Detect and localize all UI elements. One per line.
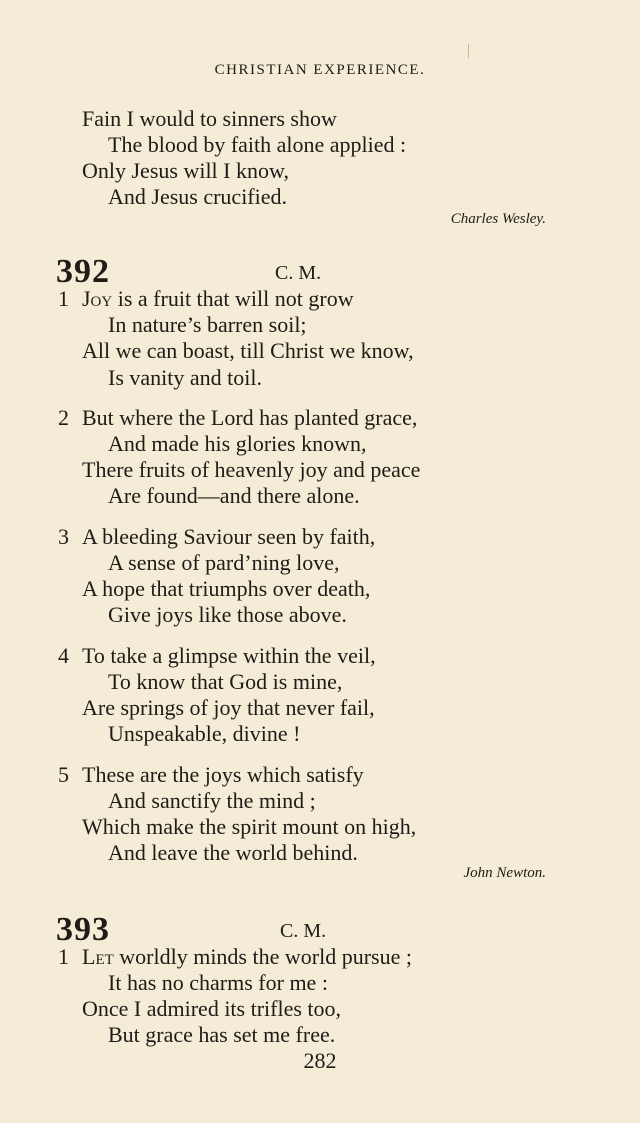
stanza-392-3-line-3: A hope that triumphs over death, <box>82 576 371 601</box>
stanza-393-1-line-4: But grace has set me free. <box>108 1022 336 1047</box>
hymn-393-meter: C. M. <box>280 920 327 942</box>
stanza-392-1-number: 1 <box>58 286 69 311</box>
hymn-393-number: 393 <box>56 911 110 948</box>
page-number: 282 <box>303 1048 337 1073</box>
stanza-392-2-line-1: But where the Lord has planted grace, <box>82 405 418 430</box>
stanza-392-4-line-2: To know that God is mine, <box>108 669 343 694</box>
stanza-392-4-line-4: Unspeakable, divine ! <box>108 721 301 746</box>
hymn-392-number: 392 <box>56 253 110 290</box>
stanza-392-3-number: 3 <box>58 524 69 549</box>
stanza-392-4-number: 4 <box>58 643 69 668</box>
prev-author: Charles Wesley. <box>450 211 546 227</box>
stanza-393-1-line-1: Let worldly minds the world pursue ; <box>82 944 412 969</box>
page-header: CHRISTIAN EXPERIENCE. <box>214 62 426 78</box>
hymn-392-author: John Newton. <box>463 865 546 881</box>
stanza-392-2-line-4: Are found—and there alone. <box>108 483 360 508</box>
stanza-392-5-number: 5 <box>58 762 69 787</box>
stanza-392-3-line-1: A bleeding Saviour seen by faith, <box>82 524 376 549</box>
stanza-393-1-line-2: It has no charms for me : <box>108 970 328 995</box>
stanza-392-5-line-4: And leave the world behind. <box>108 840 358 865</box>
prev-line-2: The blood by faith alone applied : <box>108 132 407 157</box>
stanza-392-5-line-2: And sanctify the mind ; <box>108 788 316 813</box>
stanza-392-2-line-2: And made his glories known, <box>108 431 367 456</box>
hymn-392-meter: C. M. <box>275 262 322 284</box>
stanza-392-2-line-3: There fruits of heavenly joy and peace <box>82 457 421 482</box>
prev-line-3: Only Jesus will I know, <box>82 158 289 183</box>
prev-line-4: And Jesus crucified. <box>108 184 288 209</box>
stanza-392-2-number: 2 <box>58 405 69 430</box>
stanza-392-1-line-2: In nature’s barren soil; <box>108 312 307 337</box>
stanza-392-5-line-1: These are the joys which satisfy <box>82 762 364 787</box>
first-word: Joy <box>82 286 113 311</box>
first-word: Let <box>82 944 114 969</box>
stanza-392-4-line-3: Are springs of joy that never fail, <box>82 695 375 720</box>
stanza-392-5-line-3: Which make the spirit mount on high, <box>82 814 417 839</box>
stanza-393-1-number: 1 <box>58 944 69 969</box>
stanza-392-1-line-4: Is vanity and toil. <box>108 365 262 390</box>
prev-line-1: Fain I would to sinners show <box>82 106 337 131</box>
page-mark <box>468 44 469 58</box>
stanza-392-4-line-1: To take a glimpse within the veil, <box>82 643 376 668</box>
stanza-392-3-line-4: Give joys like those above. <box>108 602 347 627</box>
stanza-392-1-line-1: Joy is a fruit that will not grow <box>82 286 354 311</box>
stanza-392-3-line-2: A sense of pard’ning love, <box>108 550 340 575</box>
stanza-392-1-line-3: All we can boast, till Christ we know, <box>82 338 414 363</box>
stanza-393-1-line-3: Once I admired its trifles too, <box>82 996 342 1021</box>
